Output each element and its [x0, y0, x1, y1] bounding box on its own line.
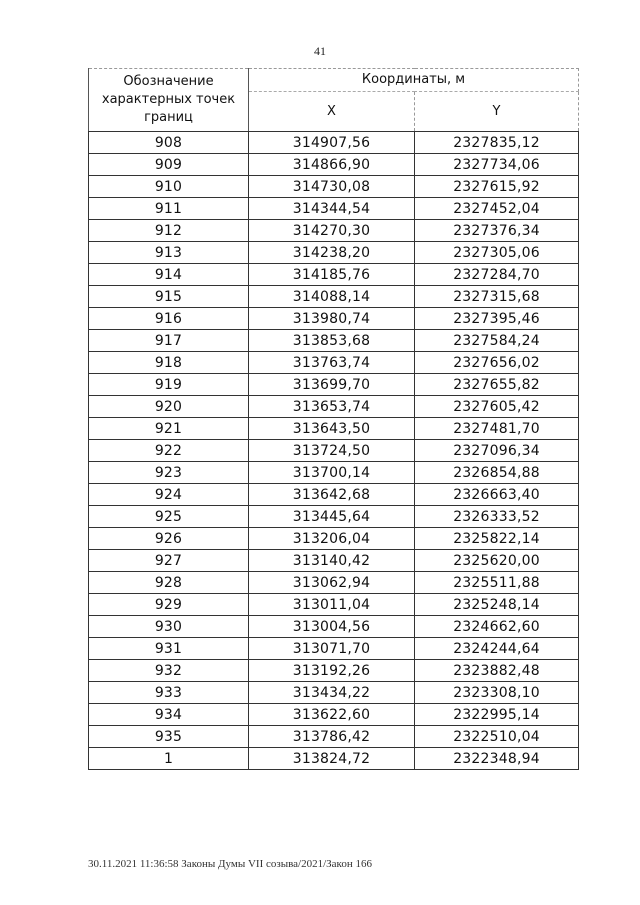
- table-row: [89, 528, 579, 550]
- table-row: [89, 220, 579, 242]
- y-cell: 2327584,24: [415, 330, 579, 352]
- table-row: [89, 594, 579, 616]
- y-cell: 2322510,04: [415, 726, 579, 748]
- y-cell: 2327835,12: [415, 132, 579, 154]
- table-row: [89, 286, 579, 308]
- x-cell: 314088,14: [249, 286, 415, 308]
- x-cell: 314866,90: [249, 154, 415, 176]
- point-label-header: Обозначение характерных точек границ: [89, 69, 249, 132]
- table-row: [89, 308, 579, 330]
- table-row: [89, 660, 579, 682]
- y-cell: 2327615,92: [415, 176, 579, 198]
- point-cell: 918: [89, 352, 249, 374]
- table-row: [89, 352, 579, 374]
- x-cell: 314270,30: [249, 220, 415, 242]
- table-row: [89, 616, 579, 638]
- point-cell: 921: [89, 418, 249, 440]
- table-row: [89, 176, 579, 198]
- table-row: [89, 572, 579, 594]
- y-cell: 2325822,14: [415, 528, 579, 550]
- table-row: [89, 550, 579, 572]
- footer-stamp: 30.11.2021 11:36:58 Законы Думы VII созыва/2021/Закон 166: [88, 858, 372, 870]
- point-cell: 908: [89, 132, 249, 154]
- table-row: [89, 396, 579, 418]
- table-row: [89, 704, 579, 726]
- table-header: [89, 69, 579, 132]
- y-cell: 2325511,88: [415, 572, 579, 594]
- x-cell: 314185,76: [249, 264, 415, 286]
- table-row: [89, 462, 579, 484]
- y-cell: 2322995,14: [415, 704, 579, 726]
- point-cell: 925: [89, 506, 249, 528]
- table-row: [89, 506, 579, 528]
- table-row: [89, 638, 579, 660]
- x-cell: 313206,04: [249, 528, 415, 550]
- x-cell: 313763,74: [249, 352, 415, 374]
- table-row: [89, 682, 579, 704]
- y-cell: 2326663,40: [415, 484, 579, 506]
- y-cell: 2323308,10: [415, 682, 579, 704]
- y-cell: 2326854,88: [415, 462, 579, 484]
- point-cell: 913: [89, 242, 249, 264]
- x-cell: 314238,20: [249, 242, 415, 264]
- x-cell: 313643,50: [249, 418, 415, 440]
- x-cell: 313700,14: [249, 462, 415, 484]
- coordinates-header: Координаты, м: [249, 69, 579, 92]
- x-cell: 314344,54: [249, 198, 415, 220]
- table-row: [89, 374, 579, 396]
- x-cell: 313853,68: [249, 330, 415, 352]
- table-row: [89, 726, 579, 748]
- table-row: [89, 132, 579, 154]
- point-cell: 930: [89, 616, 249, 638]
- x-cell: 313724,50: [249, 440, 415, 462]
- y-cell: 2327096,34: [415, 440, 579, 462]
- point-cell: 914: [89, 264, 249, 286]
- point-cell: 917: [89, 330, 249, 352]
- point-cell: 928: [89, 572, 249, 594]
- y-cell: 2327452,04: [415, 198, 579, 220]
- point-cell: 924: [89, 484, 249, 506]
- table-row: [89, 484, 579, 506]
- page-number: 41: [314, 44, 326, 58]
- point-cell: 920: [89, 396, 249, 418]
- table-row: [89, 748, 579, 770]
- x-cell: 313192,26: [249, 660, 415, 682]
- x-cell: 313434,22: [249, 682, 415, 704]
- x-cell: 313699,70: [249, 374, 415, 396]
- y-cell: 2327656,02: [415, 352, 579, 374]
- y-cell: 2327284,70: [415, 264, 579, 286]
- point-cell: 915: [89, 286, 249, 308]
- table-row: [89, 418, 579, 440]
- x-cell: 313062,94: [249, 572, 415, 594]
- x-cell: 313642,68: [249, 484, 415, 506]
- point-cell: 923: [89, 462, 249, 484]
- y-cell: 2323882,48: [415, 660, 579, 682]
- point-cell: 911: [89, 198, 249, 220]
- y-cell: 2327734,06: [415, 154, 579, 176]
- point-cell: 912: [89, 220, 249, 242]
- point-cell: 929: [89, 594, 249, 616]
- table-row: [89, 154, 579, 176]
- point-cell: 933: [89, 682, 249, 704]
- y-cell: 2327395,46: [415, 308, 579, 330]
- x-cell: 313445,64: [249, 506, 415, 528]
- x-cell: 313622,60: [249, 704, 415, 726]
- x-cell: 314730,08: [249, 176, 415, 198]
- y-cell: 2322348,94: [415, 748, 579, 770]
- point-cell: 934: [89, 704, 249, 726]
- point-cell: 926: [89, 528, 249, 550]
- table-body: [89, 132, 579, 770]
- y-cell: 2327305,06: [415, 242, 579, 264]
- point-cell: 910: [89, 176, 249, 198]
- x-cell: 313653,74: [249, 396, 415, 418]
- y-cell: 2327481,70: [415, 418, 579, 440]
- x-cell: 313786,42: [249, 726, 415, 748]
- x-cell: 313011,04: [249, 594, 415, 616]
- y-cell: 2327376,34: [415, 220, 579, 242]
- table-row: [89, 440, 579, 462]
- point-cell: 935: [89, 726, 249, 748]
- y-cell: 2325248,14: [415, 594, 579, 616]
- point-cell: 1: [89, 748, 249, 770]
- x-cell: 314907,56: [249, 132, 415, 154]
- x-cell: 313071,70: [249, 638, 415, 660]
- x-cell: 313004,56: [249, 616, 415, 638]
- coordinates-table: [88, 68, 579, 770]
- y-cell: 2326333,52: [415, 506, 579, 528]
- table-row: [89, 198, 579, 220]
- y-cell: 2324244,64: [415, 638, 579, 660]
- point-cell: 932: [89, 660, 249, 682]
- table-row: [89, 330, 579, 352]
- table-row: [89, 242, 579, 264]
- y-cell: 2324662,60: [415, 616, 579, 638]
- x-header: X: [249, 92, 415, 132]
- point-cell: 919: [89, 374, 249, 396]
- y-header: Y: [415, 92, 579, 132]
- y-cell: 2327315,68: [415, 286, 579, 308]
- point-cell: 909: [89, 154, 249, 176]
- x-cell: 313824,72: [249, 748, 415, 770]
- point-cell: 927: [89, 550, 249, 572]
- point-cell: 916: [89, 308, 249, 330]
- y-cell: 2327605,42: [415, 396, 579, 418]
- x-cell: 313980,74: [249, 308, 415, 330]
- x-cell: 313140,42: [249, 550, 415, 572]
- table-row: [89, 264, 579, 286]
- point-cell: 922: [89, 440, 249, 462]
- point-cell: 931: [89, 638, 249, 660]
- y-cell: 2325620,00: [415, 550, 579, 572]
- y-cell: 2327655,82: [415, 374, 579, 396]
